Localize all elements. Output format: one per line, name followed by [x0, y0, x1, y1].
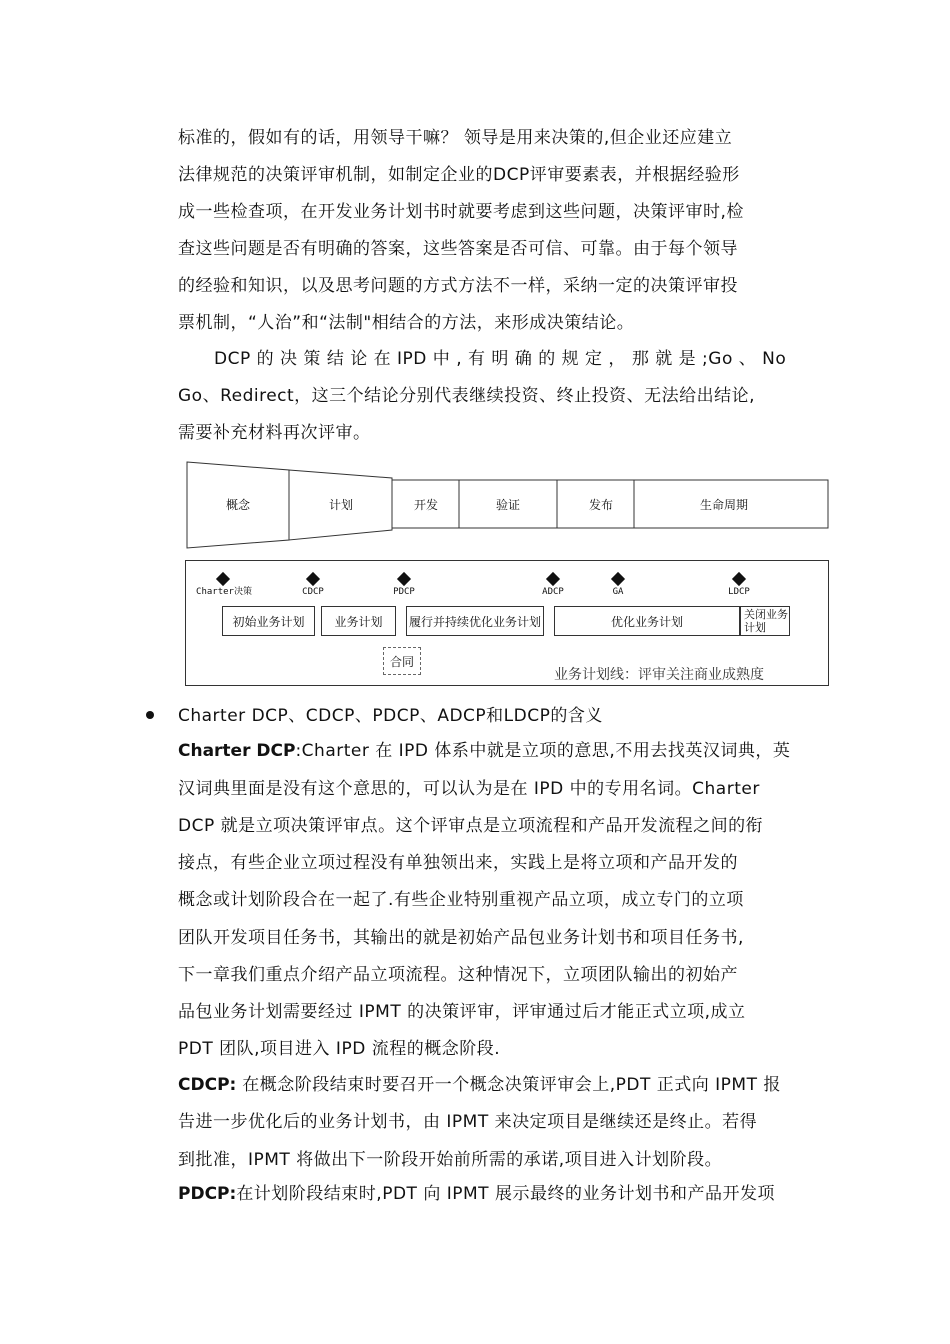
term-charter-dcp: Charter DCP [178, 741, 296, 761]
bullet-icon [146, 711, 154, 719]
phase-label-develop: 开发 [413, 498, 439, 512]
text-line: 汉词典里面是没有这个意思的，可以认为是在 IPD 中的专用名词。Charter [178, 779, 760, 799]
text-line: 成一些检查项，在开发业务计划书时就要考虑到这些问题，决策评审时,检 [178, 202, 744, 222]
plan-optimize: 优化业务计划 [554, 606, 740, 636]
dcp-label-adcp: ADCP [542, 587, 564, 597]
text-line: 需要补充材料再次评审。 [178, 423, 371, 443]
diamond-icon [397, 572, 411, 586]
dcp-label-charter: Charter决策 [196, 587, 252, 597]
text-line: 法律规范的决策评审机制，如制定企业的DCP评审要素表，并根据经验形 [178, 165, 740, 185]
contract-box: 合同 [383, 647, 421, 675]
text-line: 团队开发项目任务书，其输出的就是初始产品包业务计划书和项目任务书, [178, 928, 744, 948]
diamond-icon [216, 572, 230, 586]
text-span: :Charter 在 IPD 体系中就是立项的意思,不用去找英汉词典，英 [295, 741, 791, 761]
text-line: 的经验和知识，以及思考问题的方式方法不一样，采纳一定的决策评审投 [178, 276, 738, 296]
text-span: 在计划阶段结束时,PDT 向 IPMT 展示最终的业务计划书和产品开发项 [236, 1184, 775, 1204]
dcp-label-ldcp: LDCP [728, 587, 750, 597]
phase-label-release: 发布 [588, 498, 614, 512]
text-line: DCP 的 决 策 结 论 在 IPD 中 , 有 明 确 的 规 定 ， 那 就 是 ;Go 、 No [214, 349, 787, 369]
dcp-label-cdcp: CDCP [302, 587, 324, 597]
plan-initial: 初始业务计划 [222, 606, 315, 636]
phase-label-plan: 计划 [328, 498, 354, 512]
diamond-icon [611, 572, 625, 586]
text-line: 告进一步优化后的业务计划书，由 IPMT 来决定项目是继续还是终止。若得 [178, 1112, 758, 1132]
text-line: 查这些问题是否有明确的答案，这些答案是否可信、可靠。由于每个领导 [178, 239, 738, 259]
phase-label-lifecycle: 生命周期 [699, 498, 749, 512]
term-cdcp: CDCP: [178, 1075, 237, 1095]
text-line [178, 1184, 775, 1204]
text-line: 到批准，IPMT 将做出下一阶段开始前所需的承诺,项目进入计划阶段。 [178, 1150, 723, 1170]
text-line [178, 741, 790, 761]
phase-label-concept: 概念 [225, 498, 251, 512]
bullet-heading: Charter DCP、CDCP、PDCP、ADCP和LDCP的含义 [178, 706, 603, 726]
text-line: Go、Redirect，这三个结论分别代表继续投资、终止投资、无法给出结论, [178, 386, 756, 406]
text-line [178, 1075, 781, 1095]
dcp-label-ga: GA [612, 587, 624, 597]
text-line: PDT 团队,项目进入 IPD 流程的概念阶段. [178, 1039, 501, 1059]
text-line: DCP 就是立项决策评审点。这个评审点是立项流程和产品开发流程之间的衔 [178, 816, 764, 836]
text-span: 在概念阶段结束时要召开一个概念决策评审会上,PDT 正式向 IPMT 报 [236, 1075, 781, 1095]
dcp-label-pdcp: PDCP [393, 587, 415, 597]
plan-close: 关闭业务计划 [740, 606, 790, 636]
term-pdcp: PDCP: [178, 1184, 237, 1204]
plan-business: 业务计划 [321, 606, 396, 636]
phase-diagram [186, 461, 830, 549]
text-line: 票机制，“人治”和“法制"相结合的方法，来形成决策结论。 [178, 313, 635, 333]
diamond-icon [732, 572, 746, 586]
text-line: 标准的，假如有的话，用领导干嘛？ 领导是用来决策的,但企业还应建立 [178, 128, 733, 148]
diagram-caption: 业务计划线：评审关注商业成熟度 [554, 667, 764, 683]
text-line: 下一章我们重点介绍产品立项流程。这种情况下，立项团队输出的初始产 [178, 965, 738, 985]
diamond-icon [546, 572, 560, 586]
diamond-icon [306, 572, 320, 586]
text-line: 概念或计划阶段合在一起了.有些企业特别重视产品立项，成立专门的立项 [178, 890, 744, 910]
plan-execute: 履行并持续优化业务计划 [406, 606, 544, 636]
text-line: 品包业务计划需要经过 IPMT 的决策评审，评审通过后才能正式立项,成立 [178, 1002, 746, 1022]
text-line: 接点，有些企业立项过程没有单独领出来，实践上是将立项和产品开发的 [178, 853, 738, 873]
phase-label-verify: 验证 [495, 498, 521, 512]
